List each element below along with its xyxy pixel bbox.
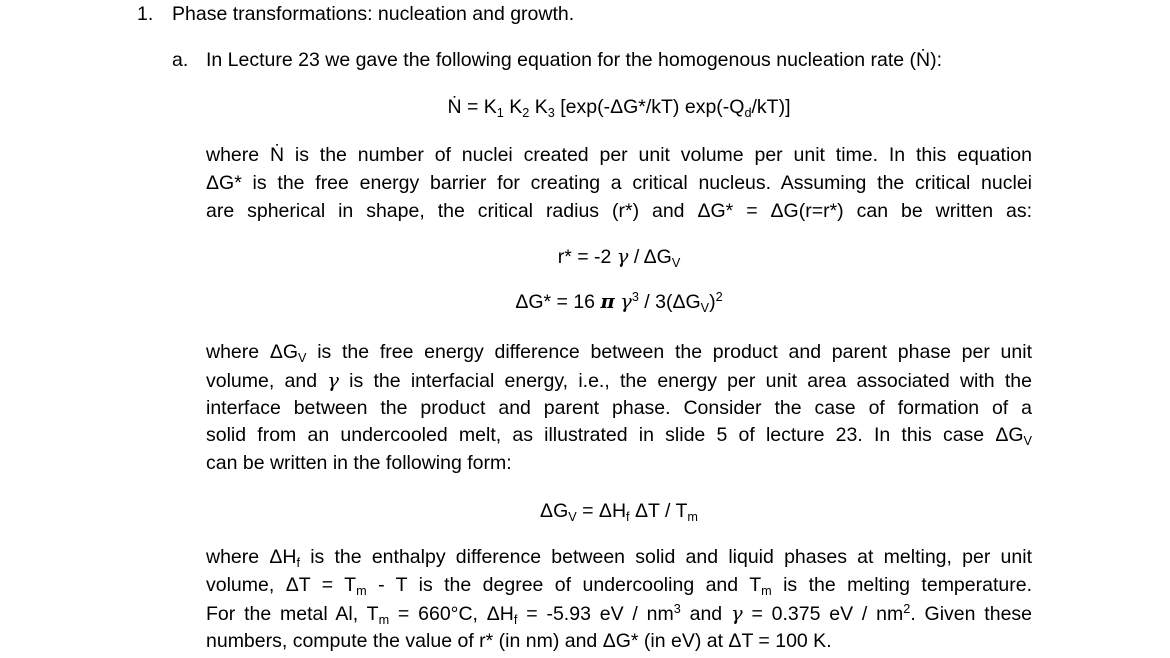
paragraph-3-line-4: numbers, compute the value of r* (in nm) and ΔG* (in eV) at ΔT = 100 K. [206, 630, 832, 652]
paragraph-1-line-3: are spherical in shape, the critical radius (r*) and ΔG* = ΔG(r=r*) can be written as: [206, 200, 1032, 222]
question-number: 1. [137, 3, 154, 25]
equation-delta-gv: $\Delta G_V = \Delta H_f$ ΔT / $T_m$ [540, 500, 698, 524]
paragraph-3-line-3: For the metal Al, $T_m = 660^\circ C$, $\Delta H_f = -5.93$ eV / $nm^3$ and γ = 0.375 eV / $nm^2$. Given these [206, 602, 1033, 627]
paragraph-2-line-5: can be written in the following form: [206, 452, 512, 474]
paragraph-1-line-2: ΔG* is the free energy barrier for creating a critical nucleus. Assuming the critical nuclei [206, 172, 1032, 194]
paragraph-1-line-1: where Ṅ is the number of nuclei created per unit volume per unit time. In this equation [206, 144, 1032, 166]
subquestion-letter: a. [172, 49, 189, 71]
paragraph-3-line-2: volume, $\Delta T = T_m - T$ is the degree of undercooling and $T_m$ is the melting temperature. [206, 574, 1032, 598]
subquestion-text: In Lecture 23 we gave the following equation for the homogenous nucleation rate (Ṅ): [206, 49, 943, 71]
equation-energy-barrier: ΔG* = 16 π $\gamma^3 / 3(\Delta G_V)^2$ [515, 290, 723, 315]
question-heading: Phase transformations: nucleation and growth. [172, 3, 575, 25]
paragraph-3-line-1: where $\Delta H_f$ is the enthalpy difference between solid and liquid phases at melting, per unit [206, 546, 1033, 570]
paragraph-2-line-2: volume, and γ is the interfacial energy, i.e., the energy per unit area associated with the [206, 369, 1032, 392]
paragraph-2-line-4: solid from an undercooled melt, as illustrated in slide 5 of lecture 23. In this case $\Delta G_V$ [206, 424, 1032, 448]
paragraph-2-line-3: interface between the product and parent phase. Consider the case of formation of a [206, 397, 1032, 419]
equation-nucleation-rate: Ṅ = $K_1$ $K_2$ $K_3$ [exp(-ΔG*/kT) $\exp(-Q_d/kT)$] [447, 96, 791, 120]
equation-critical-radius: r* = -2 γ / $\Delta G_V$ [557, 245, 681, 270]
paragraph-2-line-1: where $\Delta G_V$ is the free energy difference between the product and parent phase per unit [206, 341, 1032, 365]
